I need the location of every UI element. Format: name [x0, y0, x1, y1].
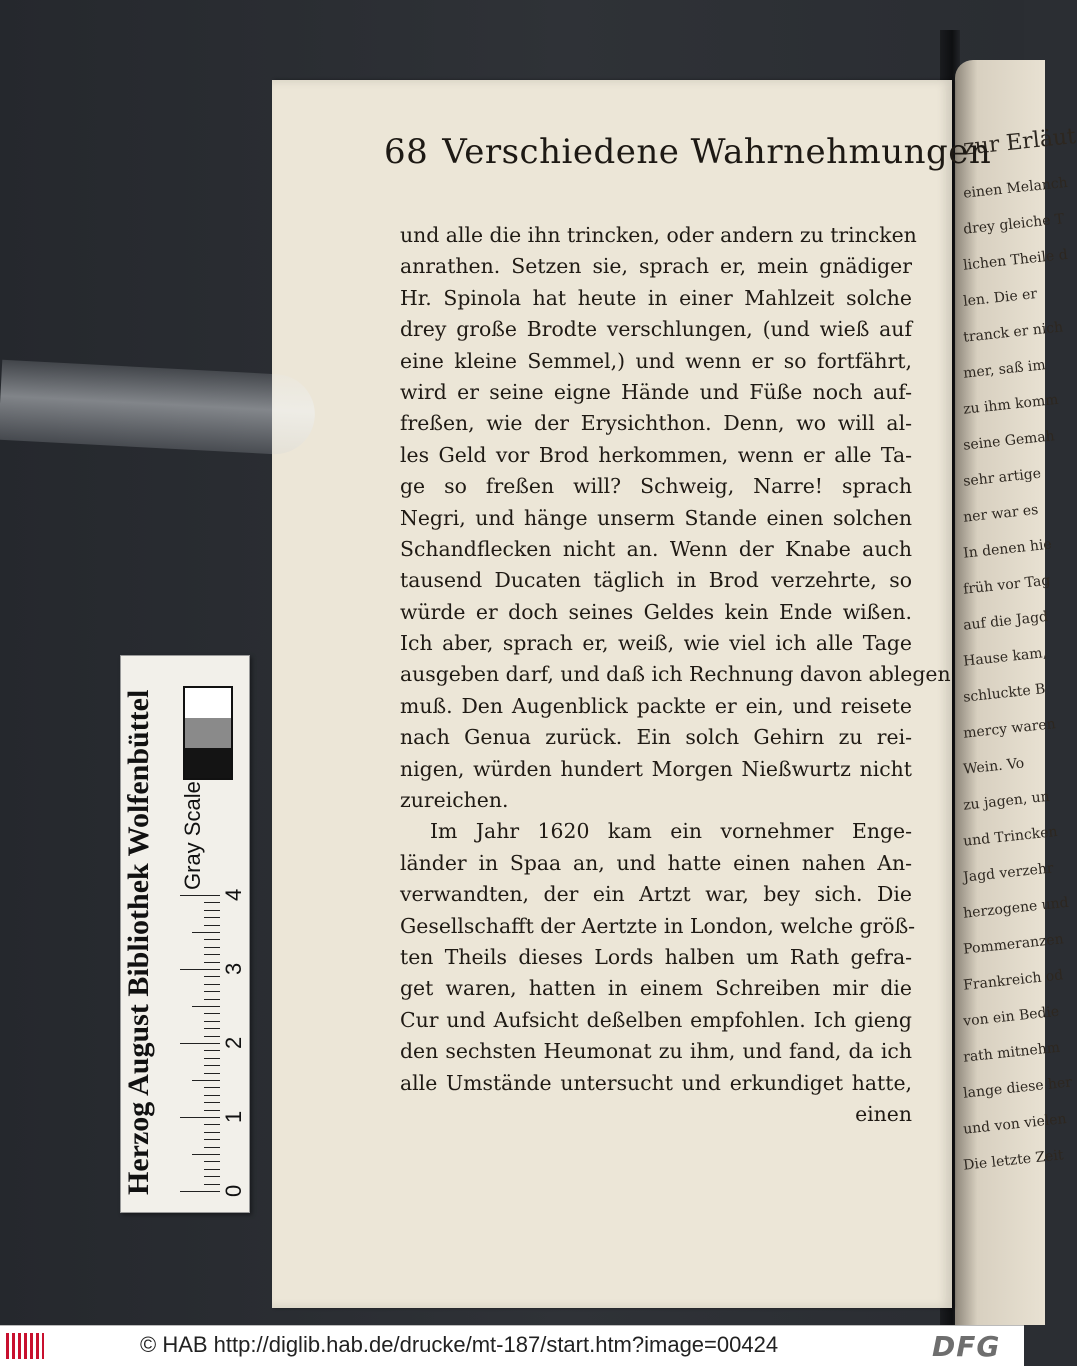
facing-page-line: zur Erläut	[961, 124, 1077, 161]
ruler-tick	[180, 969, 220, 970]
ruler-tick	[204, 1139, 220, 1140]
ruler-tick	[192, 932, 220, 933]
facing-page-line: sehr artige	[962, 465, 1042, 490]
ruler-tick	[204, 947, 220, 948]
ruler-tick	[204, 1169, 220, 1170]
footer-bar	[0, 1325, 1024, 1366]
text-line: eine kleine Semmel,) und wenn er so fortfährt,	[400, 348, 912, 373]
ruler-tick	[180, 1043, 220, 1044]
facing-page-line: Wein. Vo	[962, 755, 1025, 778]
text-line: Hr. Spinola hat heute in einer Mahlzeit solche	[400, 285, 912, 310]
ruler-tick	[204, 1110, 220, 1111]
text-line: würde er doch seines Geldes kein Ende wißen.	[400, 599, 912, 624]
text-line: verwandten, der ein Artzt war, bey sich. Die	[400, 882, 912, 907]
text-line: Negri, und hänge unserm Stande einen solchen	[400, 505, 912, 530]
running-head	[384, 132, 992, 186]
ruler-tick	[204, 1073, 220, 1074]
facing-page-line: rath mitnehm	[962, 1039, 1061, 1066]
ruler-tick	[204, 1058, 220, 1059]
facing-page-line: ner war es	[962, 501, 1040, 526]
gray-scale-label	[180, 780, 210, 890]
ruler-tick	[204, 1021, 220, 1022]
facing-page-line: drey gleiche T	[962, 211, 1066, 238]
ruler-tick	[204, 1176, 220, 1177]
facing-page-line: len. Die er	[962, 286, 1038, 310]
facing-page-line: lichen Theile d	[962, 246, 1069, 274]
text-line: Gesellschafft der Aertzte in London, welche größ-	[400, 913, 916, 938]
text-line: ausgeben darf, und daß ich Rechnung davon ablegen	[400, 662, 951, 687]
ruler-tick	[204, 999, 220, 1000]
text-line: freßen, wie der Erysichthon. Denn, wo will al-	[400, 411, 912, 436]
ruler-tick	[204, 925, 220, 926]
text-line: ten Theils dieses Lords halben um Rath gefra-	[400, 944, 912, 969]
text-line: zureichen.	[400, 788, 509, 813]
ruler-tick	[204, 976, 220, 977]
text-line: Schandflecken nicht an. Wenn der Knabe auch	[400, 536, 912, 561]
facing-page-line: Die letzte Zeit	[962, 1147, 1065, 1174]
text-line: nigen, würden hundert Morgen Nießwurtz nicht	[400, 756, 912, 781]
facing-page-line: auf die Jagd	[962, 608, 1049, 634]
ruler-tick	[204, 984, 220, 985]
facing-page-line: früh vor Tag	[962, 572, 1052, 598]
ruler-tick	[204, 1028, 220, 1029]
text-line: ge so freßen will? Schweig, Narre! sprach	[400, 474, 912, 499]
ruler-tick	[204, 1065, 220, 1066]
facing-page-line: einen Melanch	[962, 174, 1069, 202]
text-line: Cur und Aufsicht deßelben empfohlen. Ich gieng	[400, 1007, 912, 1032]
ruler-tick	[180, 895, 220, 896]
ruler-tick	[204, 1184, 220, 1185]
facing-page	[955, 60, 1077, 1325]
facing-page-line: von ein Bedie	[962, 1003, 1060, 1030]
text-line: einen	[855, 1101, 912, 1126]
text-line: wird er seine eigne Hände und Füße noch auf-	[400, 379, 912, 404]
ruler-tick	[204, 1036, 220, 1037]
ruler-tick	[204, 1095, 220, 1096]
text-line: Ich aber, sprach er, weiß, wie viel ich alle Tage	[400, 631, 912, 656]
facing-page-line: mer, saß im	[962, 357, 1047, 382]
ruler-tick	[204, 1124, 220, 1125]
glass-page-weight	[0, 360, 317, 456]
text-line: get waren, hatten in einem Schreiben mir die	[400, 976, 912, 1001]
facing-page-line: zu ihm komm	[962, 391, 1060, 418]
facing-page-line: und Trincken	[962, 823, 1059, 850]
ruler-tick	[204, 1050, 220, 1051]
dfg-logo: DFG	[932, 1330, 1001, 1363]
text-line: den sechsten Heumonat zu ihm, und fand, da ich	[400, 1039, 912, 1064]
ruler-tick	[204, 1102, 220, 1103]
hab-logo-icon	[6, 1333, 44, 1359]
text-line: tausend Ducaten täglich in Brod verzehrte, so	[400, 568, 912, 593]
ruler-tick	[204, 902, 220, 903]
facing-page-line: Pommeranzen	[962, 931, 1065, 958]
ruler-tick	[204, 1147, 220, 1148]
gray-scale-label-text: Gray Scale	[180, 781, 205, 890]
ruler-tick	[204, 991, 220, 992]
black-swatch	[185, 748, 231, 778]
copyright-credit: © HAB http://diglib.hab.de/drucke/mt-187/start.htm?image=00424	[140, 1332, 779, 1357]
ruler-tick	[204, 910, 220, 911]
facing-page-line: seine Gemah	[962, 428, 1056, 454]
facing-page-line: herzogene und	[962, 894, 1070, 922]
ruler-tick	[204, 962, 220, 963]
ruler-tick	[204, 954, 220, 955]
gray-scale-swatches	[183, 686, 233, 780]
ruler-number: 1	[221, 1110, 246, 1123]
ruler-tick	[204, 1013, 220, 1014]
ruler-label	[122, 660, 162, 1195]
ruler-tick	[192, 1154, 220, 1155]
page-number: 68	[384, 132, 429, 172]
ruler-tick	[180, 1117, 220, 1118]
ruler-ticks	[175, 893, 220, 1191]
ruler-number: 2	[221, 1036, 246, 1049]
ruler-tick	[204, 1132, 220, 1133]
white-swatch	[185, 688, 231, 718]
ruler-number: 3	[221, 962, 246, 975]
text-line: nach Genua zurück. Ein solch Gehirn zu rei-	[400, 725, 912, 750]
text-line: länder in Spaa an, und hatte einen nahen An-	[400, 850, 912, 875]
ruler-tick	[204, 1161, 220, 1162]
text-line: und alle die ihn trincken, oder andern zu trincken	[400, 223, 917, 247]
facing-page-line: mercy waren	[962, 716, 1057, 742]
text-line: alle Umstände untersucht und erkundiget hatte,	[400, 1070, 912, 1095]
text-line: Im Jahr 1620 kam ein vornehmer Enge-	[430, 819, 912, 844]
facing-page-line: zu jagen, un	[962, 788, 1051, 814]
text-line: muß. Den Augenblick packte er ein, und reisete	[400, 693, 912, 718]
page-body-text	[400, 220, 951, 1130]
facing-page-line: Hause kam,	[962, 645, 1048, 670]
ruler-number: 0	[221, 1184, 246, 1197]
facing-page-line: In denen hie	[962, 536, 1053, 562]
ruler-label-text: Herzog August Bibliothek Wolfenbüttel	[122, 689, 155, 1195]
ruler-tick	[204, 939, 220, 940]
facing-page-line: tranck er nich	[962, 319, 1064, 346]
facing-page-line: lange diese her	[962, 1074, 1073, 1102]
facing-page-line: Jagd verzehr	[962, 860, 1055, 886]
ruler-tick	[204, 1087, 220, 1088]
facing-page-line: schluckte B	[962, 681, 1047, 706]
ruler-tick	[204, 917, 220, 918]
text-line: anrathen. Setzen sie, sprach er, mein gnädiger	[400, 254, 912, 279]
running-head-title: Verschiedene Wahrnehmungen	[442, 132, 992, 172]
ruler-number: 4	[221, 888, 246, 901]
text-line: les Geld vor Brod herkommen, wenn er alle Ta-	[400, 442, 912, 467]
ruler-tick	[192, 1006, 220, 1007]
gray-swatch	[185, 718, 231, 748]
bleed-through-text	[452, 756, 712, 780]
text-line: drey große Brodte verschlungen, (und wieß auf	[400, 317, 912, 342]
ruler-tick	[180, 1191, 220, 1192]
ruler-tick	[192, 1080, 220, 1081]
facing-page-line: und von vielen	[962, 1110, 1068, 1138]
book-page	[272, 80, 992, 1308]
facing-page-line: Frankreich od	[962, 967, 1064, 994]
